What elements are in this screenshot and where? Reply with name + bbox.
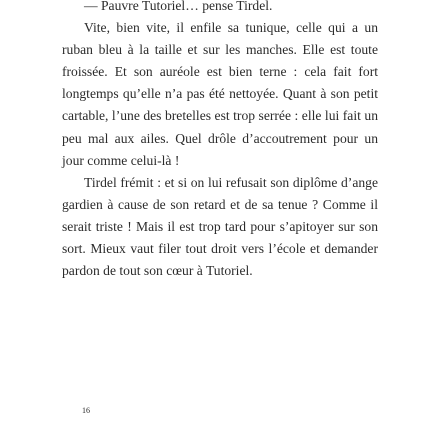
- paragraph-1: — Pauvre Tutoriel… pense Tirdel.: [84, 0, 273, 13]
- book-page: [62, 0, 378, 430]
- paragraph-3: Tirdel frémit : et si on lui refusait son diplôme d’ange gardien à cause de son retard et de sa tenue ? Comme il serait triste ! Mais il est trop tard pour s’apitoyer sur son sort. Mieux vaut filer tout droit vers l’école et demander pardon de tout son cœur à Tutoriel.: [62, 174, 378, 279]
- page-number: 16: [82, 406, 90, 415]
- story-text: [62, 0, 378, 282]
- paragraph-2: Vite, bien vite, il enfile sa tunique, celle qui a un ruban bleu à la taille et sur les manches. Elle est toute froissée. Et son auréole est bien terne : cela fait fort longtemps qu’elle n’a pas été nettoyée. Quant à son petit cartable, l’une des bretelles est trop serrée : elle lui fait un peu mal aux ailes. Quel drôle d’accoutrement pour un jour comme celui-là !: [62, 20, 378, 168]
